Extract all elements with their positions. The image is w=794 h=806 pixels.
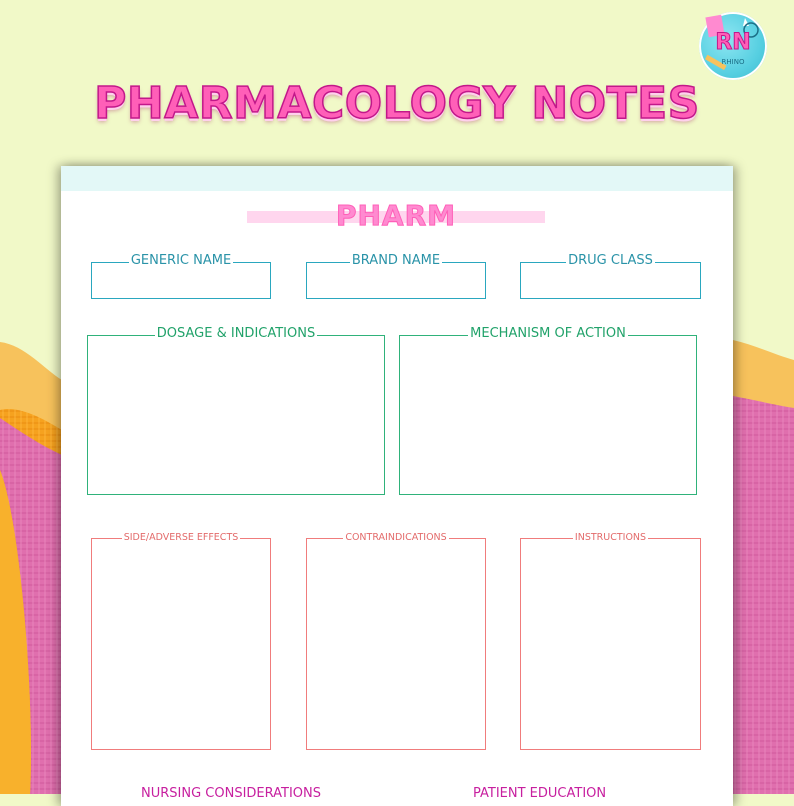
side-effects-field[interactable] (91, 532, 271, 750)
contraindications-field[interactable] (306, 532, 486, 750)
contraindications-label: CONTRAINDICATIONS (345, 532, 447, 543)
mechanism-of-action-label: MECHANISM OF ACTION (470, 326, 626, 341)
nursing-considerations-label: NURSING CONSIDERATIONS (141, 786, 322, 801)
brand-logo (699, 12, 767, 80)
instructions-label: INSTRUCTIONS (574, 532, 647, 543)
sheet-heading: PHARM (335, 199, 457, 232)
dosage-indications-field[interactable] (87, 326, 385, 495)
brand-name-field[interactable] (306, 253, 486, 299)
logo-text: RN (715, 30, 751, 55)
instructions-field[interactable] (520, 532, 701, 750)
generic-name-field[interactable] (91, 253, 271, 299)
side-effects-label: SIDE/ADVERSE EFFECTS (123, 532, 239, 543)
logo-subtext: RHINO (721, 58, 745, 66)
patient-education-label: PATIENT EDUCATION (473, 786, 607, 801)
page-title: PHARMACOLOGY NOTES (94, 78, 700, 129)
drug-class-field[interactable] (520, 253, 701, 299)
drug-class-label: DRUG CLASS (568, 253, 653, 268)
notes-sheet (61, 166, 733, 806)
mechanism-of-action-field[interactable] (399, 326, 697, 495)
dosage-indications-label: DOSAGE & INDICATIONS (156, 326, 316, 341)
brand-name-label: BRAND NAME (351, 253, 441, 268)
generic-name-label: GENERIC NAME (130, 253, 232, 268)
sheet-top-band (61, 166, 733, 191)
